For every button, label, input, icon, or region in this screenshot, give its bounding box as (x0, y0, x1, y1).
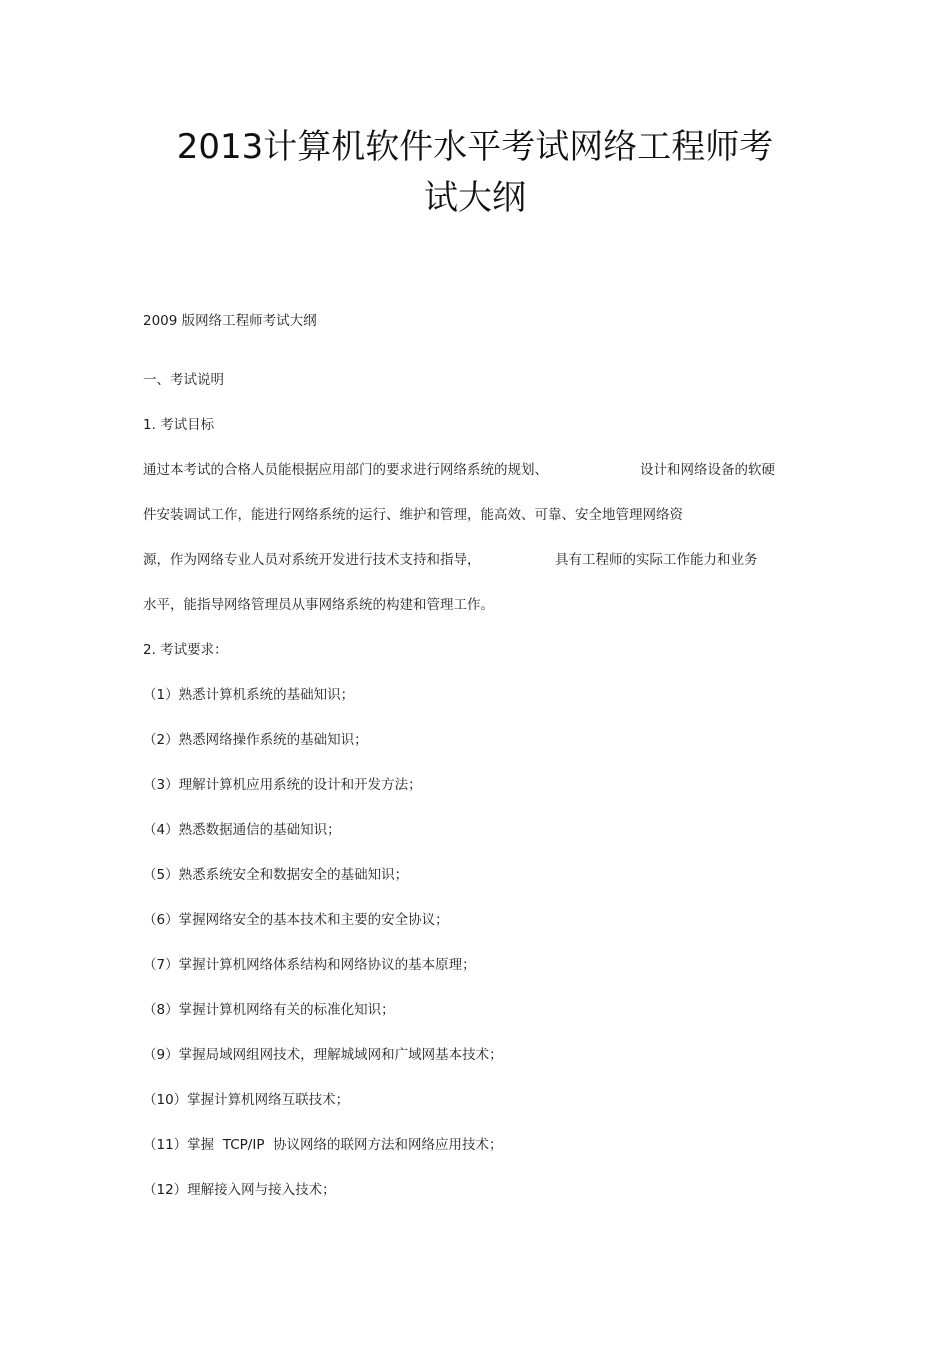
requirement-item: （3）理解计算机应用系统的设计和开发方法； (143, 777, 422, 793)
requirement-item: （9）掌握局域网组网技术，理解城域网和广域网基本技术； (143, 1047, 503, 1063)
paragraph-line (143, 550, 803, 570)
item-heading-exam-objective: 1. 考试目标 (143, 417, 215, 433)
requirement-item: （11）掌握 TCP/IP 协议网络的联网方法和网络应用技术； (143, 1137, 503, 1153)
paragraph-segment: 水平，能指导网络管理员从事网络系统的构建和管理工作。 (143, 597, 494, 613)
paragraph-segment: 源，作为网络专业人员对系统开发进行技术支持和指导， (143, 552, 481, 568)
document-title-line-2: 试大纲 (424, 178, 526, 218)
requirement-item: （1）熟悉计算机系统的基础知识； (143, 687, 355, 703)
paragraph-line (143, 595, 494, 615)
requirement-item: （6）掌握网络安全的基本技术和主要的安全协议； (143, 912, 449, 928)
requirement-item: （7）掌握计算机网络体系结构和网络协议的基本原理； (143, 957, 476, 973)
document-subtitle: 2009 版网络工程师考试大纲 (143, 313, 317, 329)
section-heading-exam-description: 一、考试说明 (143, 372, 224, 388)
requirement-item: （5）熟悉系统安全和数据安全的基础知识； (143, 867, 409, 883)
requirement-item: （4）熟悉数据通信的基础知识； (143, 822, 341, 838)
paragraph-segment: 设计和网络设备的软硬 (640, 462, 775, 478)
paragraph-segment: 件安装调试工作，能进行网络系统的运行、维护和管理，能高效、可靠、安全地管理网络资 (143, 507, 683, 523)
requirement-item: （8）掌握计算机网络有关的标准化知识； (143, 1002, 395, 1018)
requirement-item: （10）掌握计算机网络互联技术； (143, 1092, 350, 1108)
paragraph-line (143, 460, 803, 480)
paragraph-line (143, 505, 683, 525)
item-heading-exam-requirements: 2. 考试要求： (143, 642, 228, 658)
document-title-line-1: 2013计算机软件水平考试网络工程师考 (176, 127, 774, 167)
requirement-item: （2）熟悉网络操作系统的基础知识； (143, 732, 368, 748)
requirement-item: （12）理解接入网与接入技术； (143, 1182, 336, 1198)
paragraph-segment: 通过本考试的合格人员能根据应用部门的要求进行网络系统的规划、 (143, 462, 548, 478)
paragraph-segment: 具有工程师的实际工作能力和业务 (555, 552, 758, 568)
